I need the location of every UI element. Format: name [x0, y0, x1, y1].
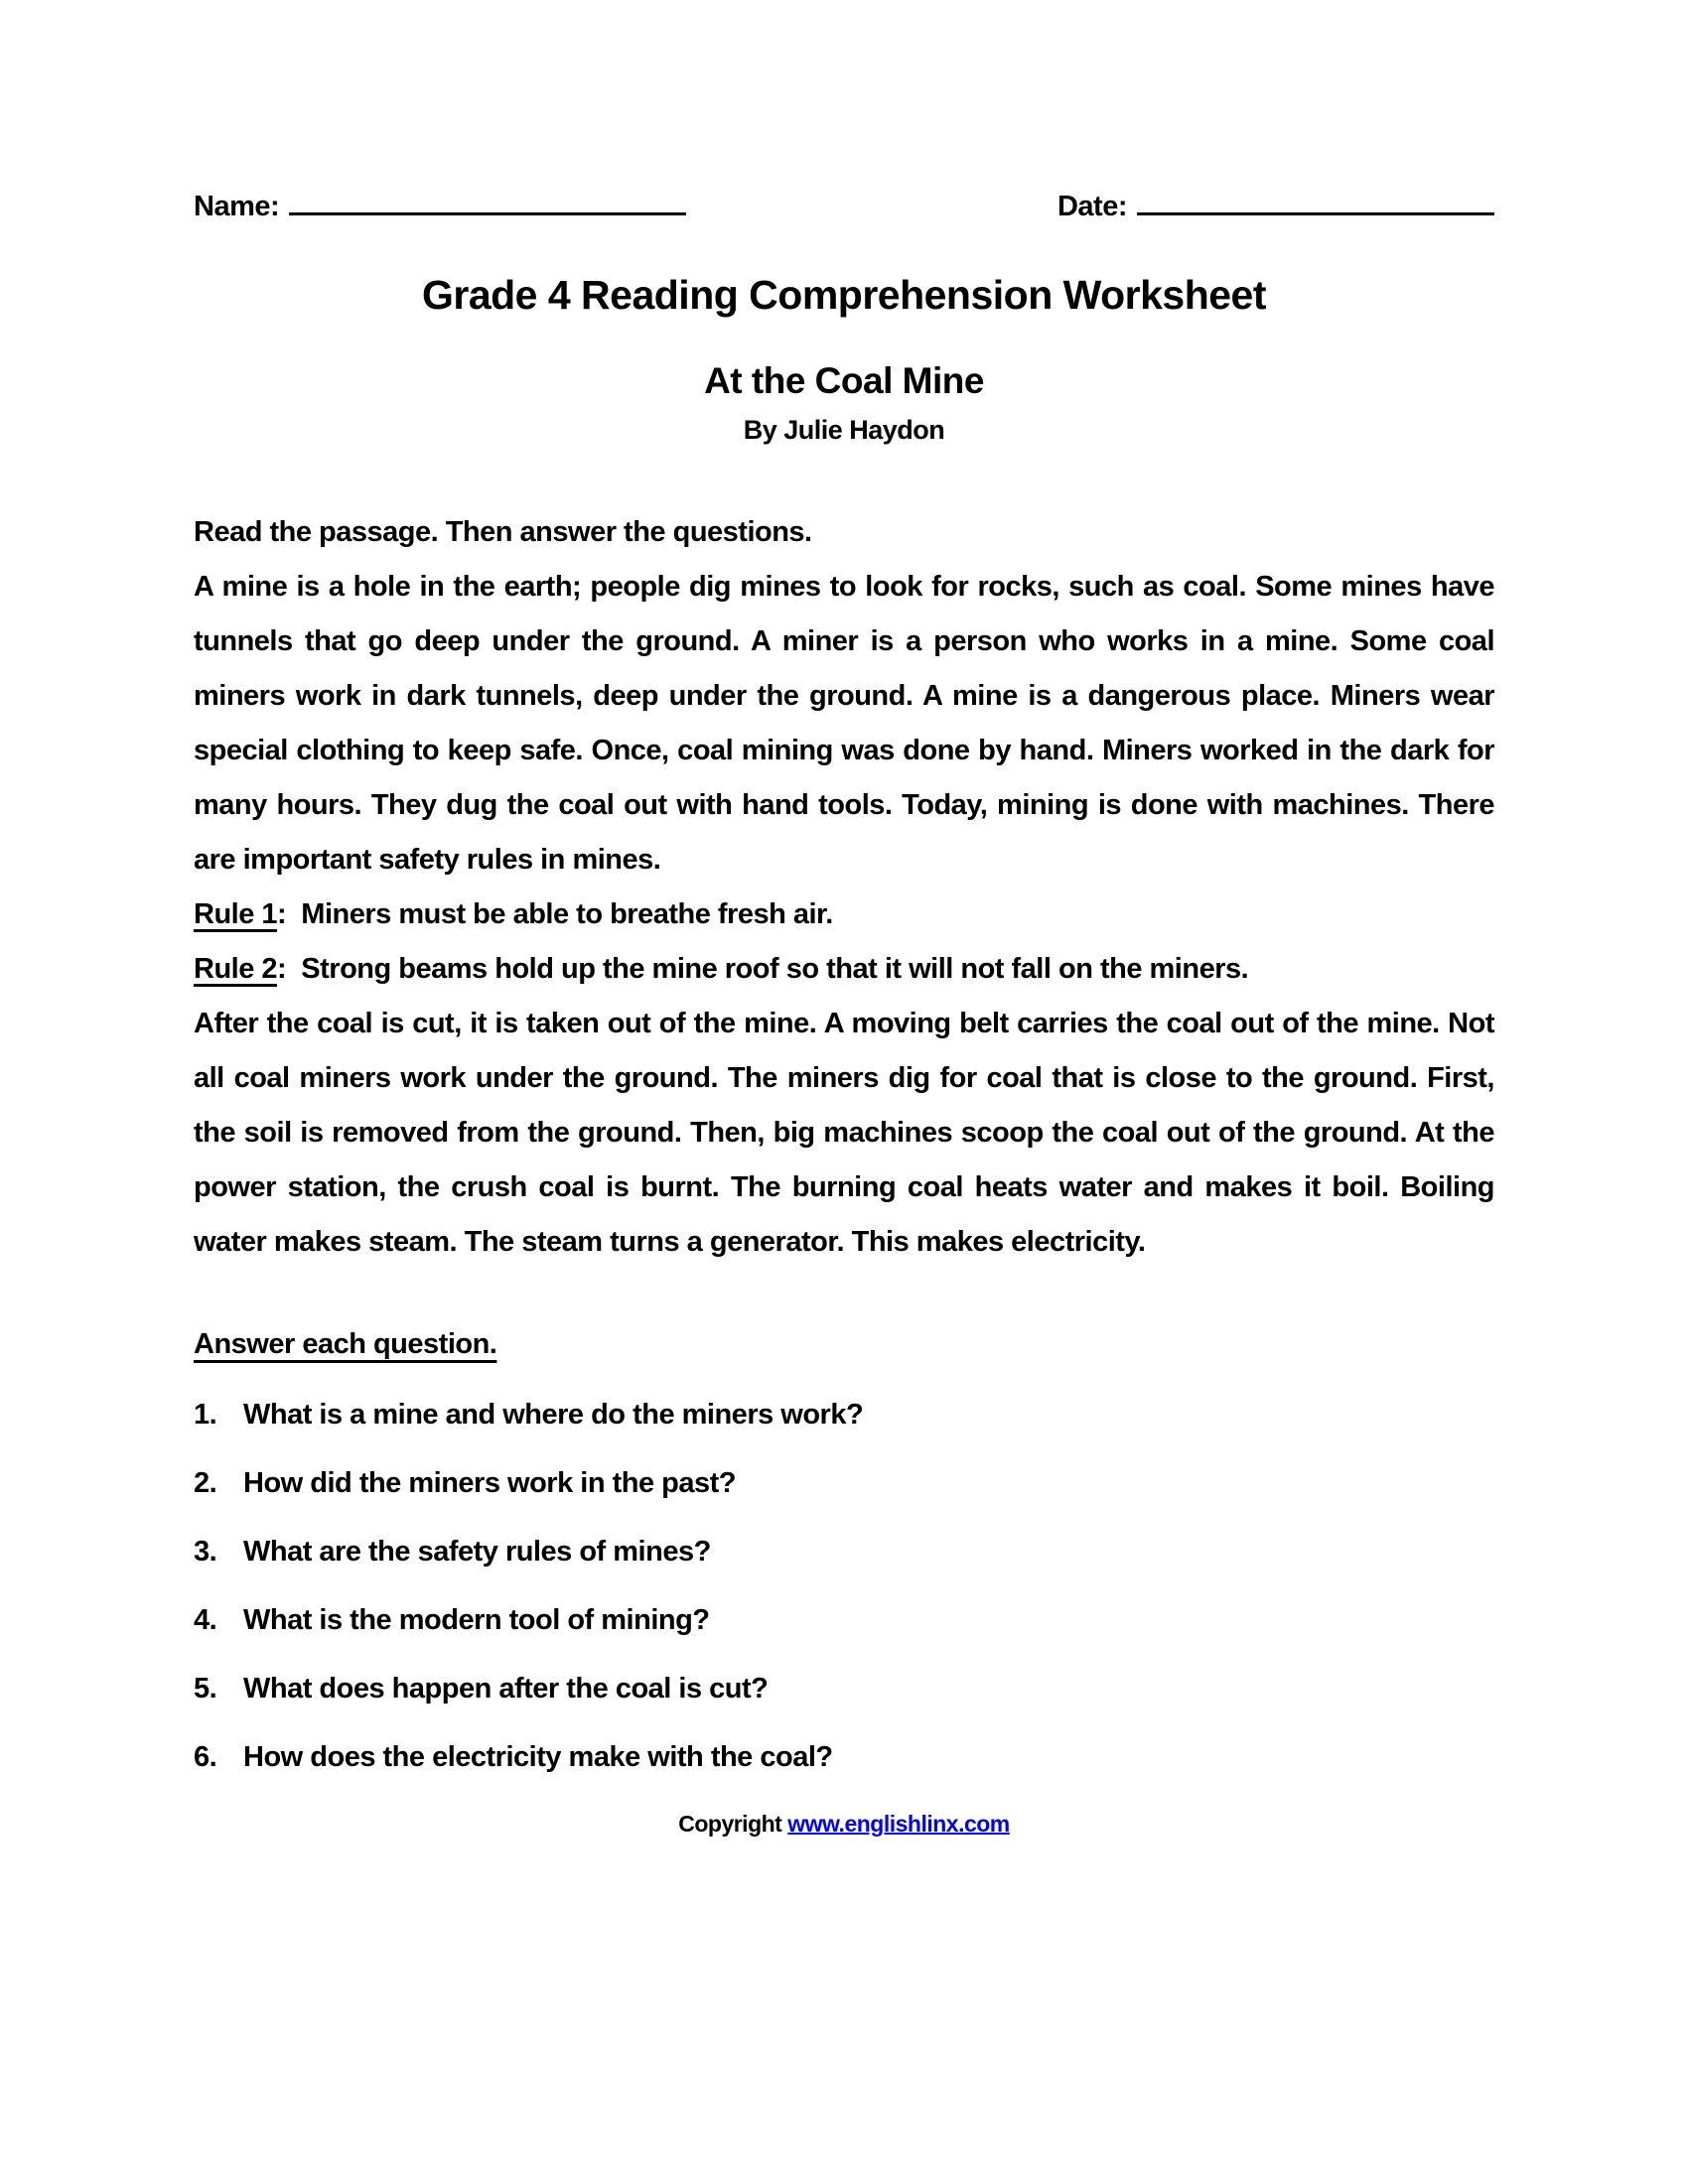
question-text: What is the modern tool of mining? — [243, 1603, 710, 1636]
rule-2-line — [194, 942, 1494, 997]
copyright-label: Copyright — [678, 1810, 788, 1837]
name-blank-line — [289, 187, 686, 215]
question-text: What is a mine and where do the miners work? — [243, 1398, 864, 1431]
question-row-4 — [194, 1605, 1494, 1635]
rule-2-text: : Strong beams hold up the mine roof so that it will not fall on the miners. — [277, 952, 1249, 985]
rule-2-label: Rule 2 — [194, 952, 278, 985]
question-number: 4. — [194, 1603, 217, 1636]
date-field — [1057, 187, 1494, 223]
question-row-6 — [194, 1742, 1494, 1772]
passage-paragraph-2: After the coal is cut, it is taken out of the mine. A moving belt carries the coal out of the mine. Not all coal miners work under the ground. The miners dig for coal that is close to the ground. First, the soil is removed from the ground. Then, big machines scoop the coal out of the ground. At the power station, the crush coal is burnt. The burning coal heats water and makes it boil. Boiling water makes steam. The steam turns a generator. This makes electricity. — [194, 1007, 1494, 1258]
passage-title: At the Coal Mine — [704, 360, 984, 402]
date-label: Date: — [1056, 191, 1127, 222]
header-row — [194, 0, 1494, 223]
rule-1-text: : Miners must be able to breathe fresh air. — [277, 897, 833, 930]
question-number: 2. — [194, 1466, 217, 1499]
question-text: What are the safety rules of mines? — [243, 1535, 711, 1568]
question-number: 3. — [194, 1535, 217, 1568]
footer — [194, 1811, 1494, 1838]
passage-paragraph-1: A mine is a hole in the earth; people dig mines to look for rocks, such as coal. Some mines have tunnels that go deep under the ground. A miner is a person who works in a mine. Some coal miners work in dark tunnels, deep under the ground. A mine is a dangerous place. Miners wear special clothing to keep safe. Once, coal mining was done by hand. Miners worked in the dark for many hours. They dug the coal out with hand tools. Today, mining is done with machines. There are important safety rules in mines. — [194, 570, 1494, 876]
question-number: 1. — [194, 1398, 217, 1431]
question-text: How did the miners work in the past? — [243, 1466, 736, 1499]
question-number: 5. — [194, 1672, 217, 1705]
questions-list — [194, 1400, 1494, 1772]
question-row-3 — [194, 1537, 1494, 1567]
question-row-1 — [194, 1400, 1494, 1430]
answer-heading: Answer each question. — [194, 1327, 497, 1360]
question-row-2 — [194, 1468, 1494, 1498]
name-field — [194, 187, 686, 223]
rule-1-line — [194, 887, 1494, 942]
passage — [194, 560, 1494, 1270]
rule-1-label: Rule 1 — [194, 897, 278, 930]
question-row-5 — [194, 1674, 1494, 1704]
name-label: Name: — [194, 191, 280, 222]
englishlinx-link[interactable]: www.englishlinx.com — [787, 1810, 1010, 1837]
question-text: How does the electricity make with the coal? — [243, 1740, 833, 1773]
instructions: Read the passage. Then answer the questions. — [194, 515, 812, 548]
page-title: Grade 4 Reading Comprehension Worksheet — [421, 272, 1267, 318]
date-blank-line — [1137, 187, 1494, 215]
byline: By Julie Haydon — [743, 414, 945, 445]
question-text: What does happen after the coal is cut? — [243, 1672, 769, 1705]
question-number: 6. — [194, 1740, 217, 1773]
